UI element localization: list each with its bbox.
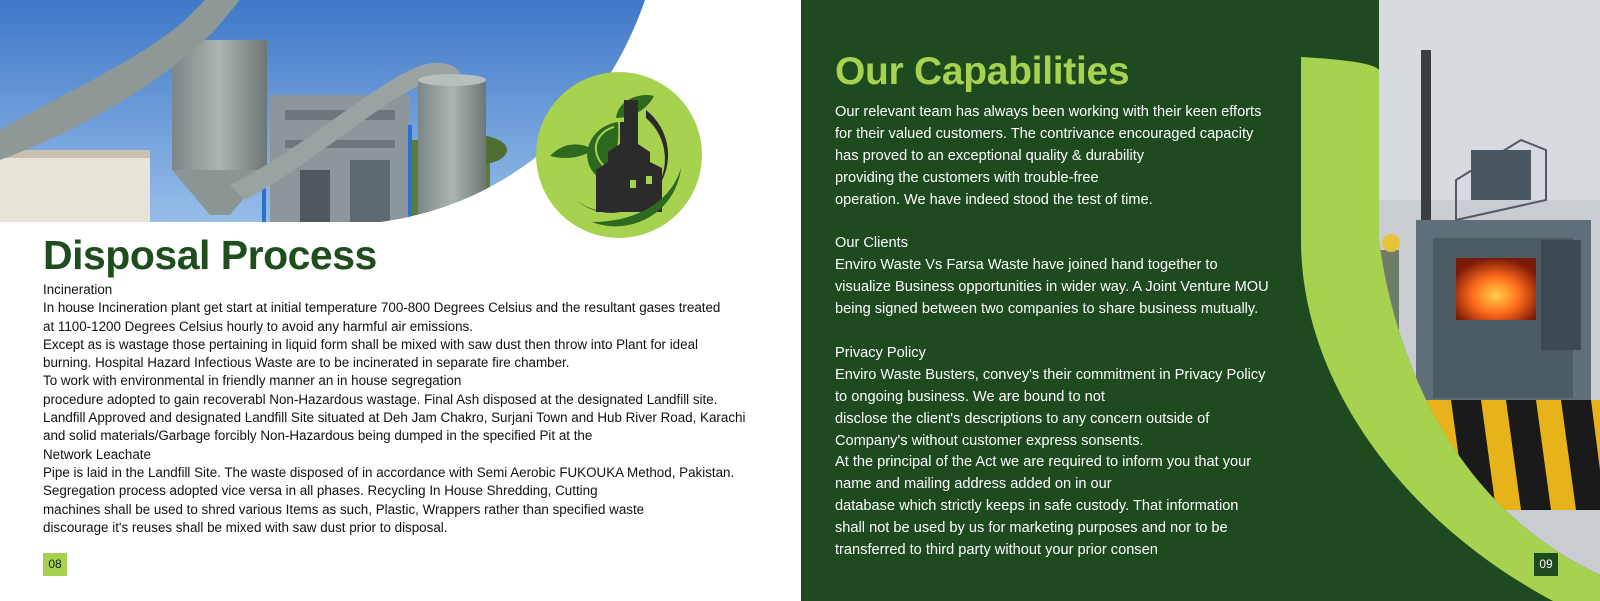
body-line: Network Leachate (43, 446, 151, 462)
privacy-line: database which strictly keeps in safe custody. That information (835, 498, 1239, 515)
right-page (801, 0, 1600, 601)
clients-line: visualize Business opportunities in wider way. A Joint Venture MOU (835, 279, 1269, 296)
privacy-line: At the principal of the Act we are required to inform you that your (835, 454, 1252, 471)
body-line: Incineration (43, 282, 113, 297)
body-line: In house Incineration plant get start at initial temperature 700-800 Degrees Celsius and the resultant gases treated (43, 300, 721, 316)
body-line: Segregation process adopted vice versa in all phases. Recycling In House Shredding, Cutting (43, 483, 598, 499)
eco-factory-logo (536, 72, 702, 238)
capabilities-line: Our relevant team has always been working with their keen efforts (835, 104, 1262, 120)
page-number-right: 09 (1534, 553, 1558, 576)
clients-line: being signed between two companies to share business mutually. (835, 301, 1259, 318)
capabilities-text (835, 102, 1295, 562)
body-line: and solid materials/Garbage forcibly Non-Hazardous being dumped in the specified Pit at the (43, 428, 593, 444)
body-line: burning. Hospital Hazard Infectious Waste are to be incinerated in separate fire chamber. (43, 355, 570, 371)
body-line: procedure adopted to gain recoverabl Non-Hazardous wastage. Final Ash disposed at the designated Landfill site. (43, 391, 718, 407)
privacy-heading: Privacy Policy (835, 344, 926, 361)
privacy-line: transferred to third party without your prior consen (835, 542, 1158, 559)
paragraph-gap (835, 212, 1295, 234)
body-line: Landfill Approved and designated Landfill Site situated at Deh Jam Chakro, Surjani Town and Hub River Road, Karachi (43, 410, 746, 426)
our-capabilities-title: Our Capabilities (835, 50, 1130, 93)
capabilities-line: has proved to an exceptional quality & durability (835, 147, 1145, 164)
privacy-line: to ongoing business. We are bound to not (835, 388, 1105, 405)
privacy-line: Enviro Waste Busters, convey's their commitment in Privacy Policy (835, 366, 1266, 383)
body-line: at 1100-1200 Degrees Celsius hourly to avoid any harmful air emissions. (43, 318, 473, 334)
disposal-process-title: Disposal Process (43, 232, 377, 278)
page-number-left: 08 (43, 553, 67, 576)
body-line: Except as is wastage those pertaining in liquid form shall be mixed with saw dust then throw into Plant for ideal (43, 336, 698, 352)
body-line: To work with environmental in friendly manner an in house segregation (43, 373, 462, 389)
capabilities-line: providing the customers with trouble-free (835, 169, 1099, 186)
clients-heading: Our Clients (835, 235, 908, 252)
privacy-line: disclose the client's descriptions to any concern outside of (835, 410, 1210, 427)
capabilities-line: operation. We have indeed stood the test of time. (835, 191, 1153, 208)
clients-line: Enviro Waste Vs Farsa Waste have joined hand together to (835, 257, 1218, 274)
factory-leaf-icon (536, 72, 702, 238)
body-line: discourage it's reuses shall be mixed with saw dust prior to disposal. (43, 519, 448, 535)
privacy-line: shall not be used by us for marketing purposes and nor to be (835, 520, 1228, 537)
disposal-process-text (43, 281, 778, 537)
privacy-line: Company's without customer express sonsents. (835, 432, 1144, 449)
paragraph-gap (835, 321, 1295, 343)
privacy-line: name and mailing address added on in our (835, 476, 1112, 493)
body-line: machines shall be used to shred various Items as such, Plastic, Wrappers rather than specified waste (43, 501, 645, 517)
capabilities-line: for their valued customers. The contrivance encouraged capacity (835, 125, 1254, 142)
body-line: Pipe is laid in the Landfill Site. The waste disposed of in accordance with Semi Aerobic FUKOUKA Method, Pakistan. (43, 464, 735, 480)
